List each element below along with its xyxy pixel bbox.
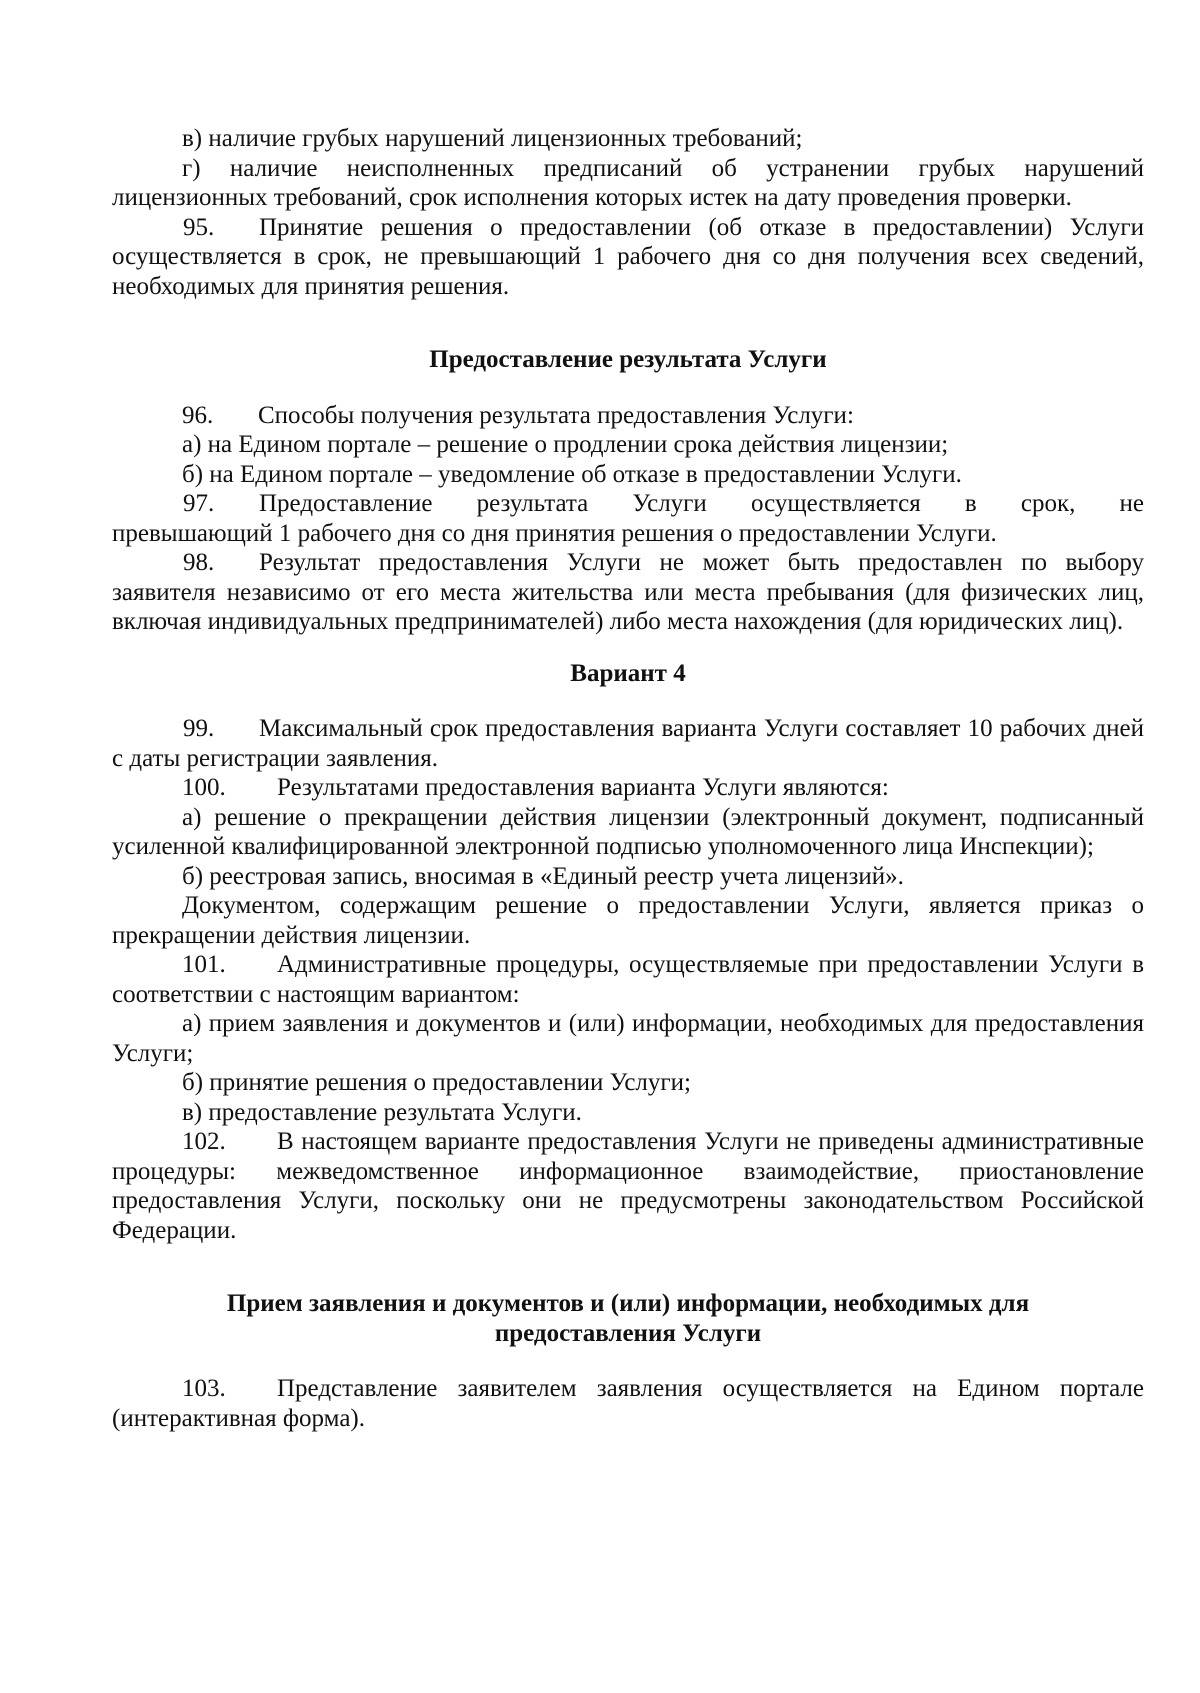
paragraph-96-b: б) на Едином портале – уведомление об отказе в предоставлении Услуги. xyxy=(182,460,962,488)
paragraph-text: Максимальный срок предоставления варианта Услуги составляет 10 рабочих дней с даты регистрации заявления. xyxy=(112,715,1144,772)
paragraph-text: В настоящем варианте предоставления Услуги не приведены административные процедуры: межведомственное информационное взаимодействие, приостановление предоставления Услуги, поскольку они не предусмотрены законодательством Российской Федерации. xyxy=(112,1128,1144,1244)
paragraph-95 xyxy=(112,213,1144,302)
paragraph-text: Принятие решения о предоставлении (об отказе в предоставлении) Услуги осуществляется в срок, не превышающий 1 рабочего дня со дня получения всех сведений, необходимых для принятия решения. xyxy=(112,213,1144,300)
section-heading-result: Предоставление результата Услуги xyxy=(429,346,827,373)
paragraph-103 xyxy=(112,1374,1144,1433)
paragraph-g: г) наличие неисполненных предписаний об устранении грубых нарушений лицензионных требований, срок исполнения которых истек на дату проведения проверки. xyxy=(112,154,1144,211)
item-number: 98. xyxy=(183,549,215,576)
paragraph-96 xyxy=(112,401,1144,431)
paragraph-v: в) наличие грубых нарушений лицензионных требований; xyxy=(182,125,803,152)
paragraph-97-line1 xyxy=(112,489,1144,519)
paragraph-97-line2: превышающий 1 рабочего дня со дня принятия решения о предоставлении Услуги. xyxy=(112,519,997,547)
paragraph-100-a: а) решение о прекращении действия лицензии (электронный документ, подписанный усиленной квалифицированной электронной подписью уполномоченного лица Инспекции); xyxy=(112,803,1144,860)
paragraph-text: Результатами предоставления варианта Услуги являются: xyxy=(277,774,889,801)
item-number: 97. xyxy=(183,490,215,517)
paragraph-98 xyxy=(112,548,1144,637)
section-heading-reception-line2: предоставления Услуги xyxy=(494,1319,762,1347)
paragraph-text: Административные процедуры, осуществляемые при предоставлении Услуги в соответствии с настоящим вариантом: xyxy=(112,951,1144,1008)
item-number: 96. xyxy=(182,401,214,429)
paragraph-101-a: а) прием заявления и документов и (или) информации, необходимых для предоставления Услуги; xyxy=(112,1010,1144,1067)
paragraph-text: Представление заявителем заявления осуществляется на Едином портале (интерактивная форма). xyxy=(112,1375,1144,1432)
item-number: 103. xyxy=(182,1375,226,1402)
paragraph-100-doc: Документом, содержащим решение о предоставлении Услуги, является приказ о прекращении действия лицензии. xyxy=(112,892,1144,949)
section-heading-reception-line1: Прием заявления и документов и (или) информации, необходимых для xyxy=(226,1290,1030,1317)
paragraph-101 xyxy=(112,950,1144,1009)
paragraph-text: Результат предоставления Услуги не может быть предоставлен по выбору заявителя независимо от его места жительства или места пребывания (для физических лиц, включая индивидуальных предпринимателей) либо места нахождения (для юридических лиц). xyxy=(112,549,1144,635)
paragraph-96-a: а) на Едином портале – решение о продлении срока действия лицензии; xyxy=(182,431,949,458)
item-number: 102. xyxy=(182,1128,226,1155)
paragraph-text: Способы получения результата предоставления Услуги: xyxy=(258,401,854,429)
paragraph-99 xyxy=(112,714,1144,773)
paragraph-100 xyxy=(112,773,1144,803)
item-number: 95. xyxy=(183,213,215,241)
section-heading-variant-4: Вариант 4 xyxy=(570,659,686,687)
item-number: 101. xyxy=(182,951,226,978)
document-page xyxy=(112,124,1144,1433)
item-number: 100. xyxy=(182,774,226,801)
paragraph-102 xyxy=(112,1127,1144,1245)
paragraph-text: Предоставление результата Услуги осуществляется в срок, не xyxy=(259,490,1144,517)
paragraph-101-v: в) предоставление результата Услуги. xyxy=(182,1098,582,1126)
paragraph-100-b: б) реестровая запись, вносимая в «Единый реестр учета лицензий». xyxy=(182,862,904,890)
item-number: 99. xyxy=(183,715,215,742)
paragraph-101-b: б) принятие решения о предоставлении Услуги; xyxy=(182,1069,691,1096)
